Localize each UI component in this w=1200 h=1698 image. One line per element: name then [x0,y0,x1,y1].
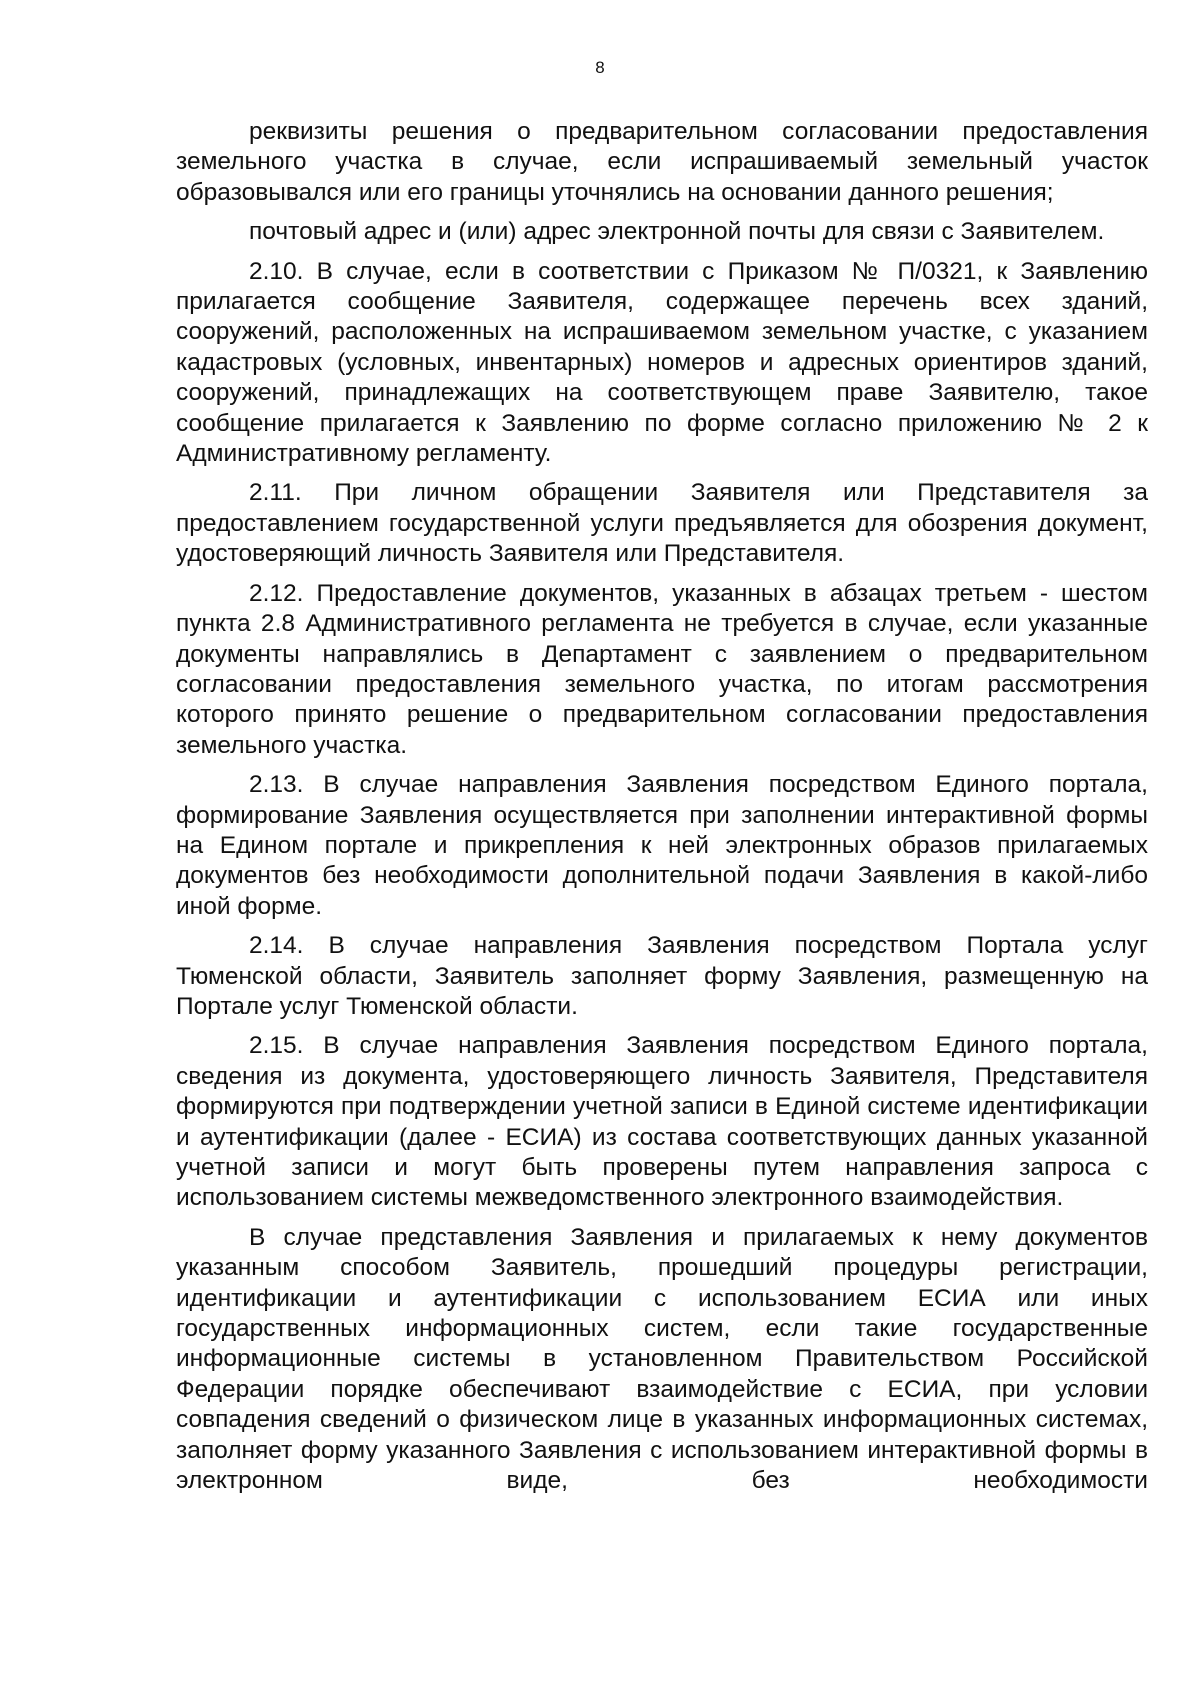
paragraph-2-15: 2.15. В случае направления Заявления посредством Единого портала, сведения из документа, удостоверяющего личность Заявителя, Представителя формируются при подтверждении учетной записи в Единой системе идентификации и аутентификации (далее - ЕСИА) из состава соответствующих данных указанной учетной записи и могут быть проверены путем направления запроса с использованием системы межведомственного электронного взаимодействия. [176,1032,1148,1212]
paragraph-2-11: 2.11. При личном обращении Заявителя или Представителя за предоставлением государственной услуги предъявляется для обозрения документ, удостоверяющий личность Заявителя или Представителя. [176,479,1148,568]
paragraph-decision-details: реквизиты решения о предварительном согласовании предоставления земельного участка в случае, если испрашиваемый земельный участок образовывался или его границы уточнялись на основании данного решения; [176,118,1148,206]
paragraph-2-12: 2.12. Предоставление документов, указанных в абзацах третьем - шестом пункта 2.8 Административного регламента не требуется в случае, если указанные документы направлялись в Департамент с заявлением о предварительном согласовании предоставления земельного участка, по итогам рассмотрения которого принято решение о предварительном согласовании предоставления земельного участка. [176,579,1148,759]
paragraph-2-14: 2.14. В случае направления Заявления посредством Портала услуг Тюменской области, Заявитель заполняет форму Заявления, размещенную на Портале услуг Тюменской области. [176,932,1148,1020]
document-body [176,117,1148,1505]
paragraph-esia-submission: В случае представления Заявления и прилагаемых к нему документов указанным способом Заявитель, прошедший процедуры регистрации, идентификации и аутентификации с использованием ЕСИА или иных государственных информационных систем, если такие государственные информационные системы в установленном Правительством Российской Федерации порядке обеспечивают взаимодействие с ЕСИА, при условии совпадения сведений о физическом лице в указанных информационных системах, заполняет форму указанного Заявления с использованием интерактивной формы в электронном виде, без необходимости [176,1223,1148,1495]
paragraph-postal-address: почтовый адрес и (или) адрес электронной почты для связи с Заявителем. [249,218,1105,246]
paragraph-2-13: 2.13. В случае направления Заявления посредством Единого портала, формирование Заявления осуществляется при заполнении интерактивной формы на Едином портале и прикрепления к ней электронных образов прилагаемых документов без необходимости дополнительной подачи Заявления в какой-либо иной форме. [176,771,1148,920]
paragraph-2-10: 2.10. В случае, если в соответствии с Приказом № П/0321, к Заявлению прилагается сообщение Заявителя, содержащее перечень всех зданий, сооружений, расположенных на испрашиваемом земельном участке, с указанием кадастровых (условных, инвентарных) номеров и адресных ориентиров зданий, сооружений, принадлежащих на соответствующем праве Заявителю, такое сообщение прилагается к Заявлению по форме согласно приложению № 2 к Административному регламенту. [176,257,1148,468]
page-number: 8 [595,58,605,77]
